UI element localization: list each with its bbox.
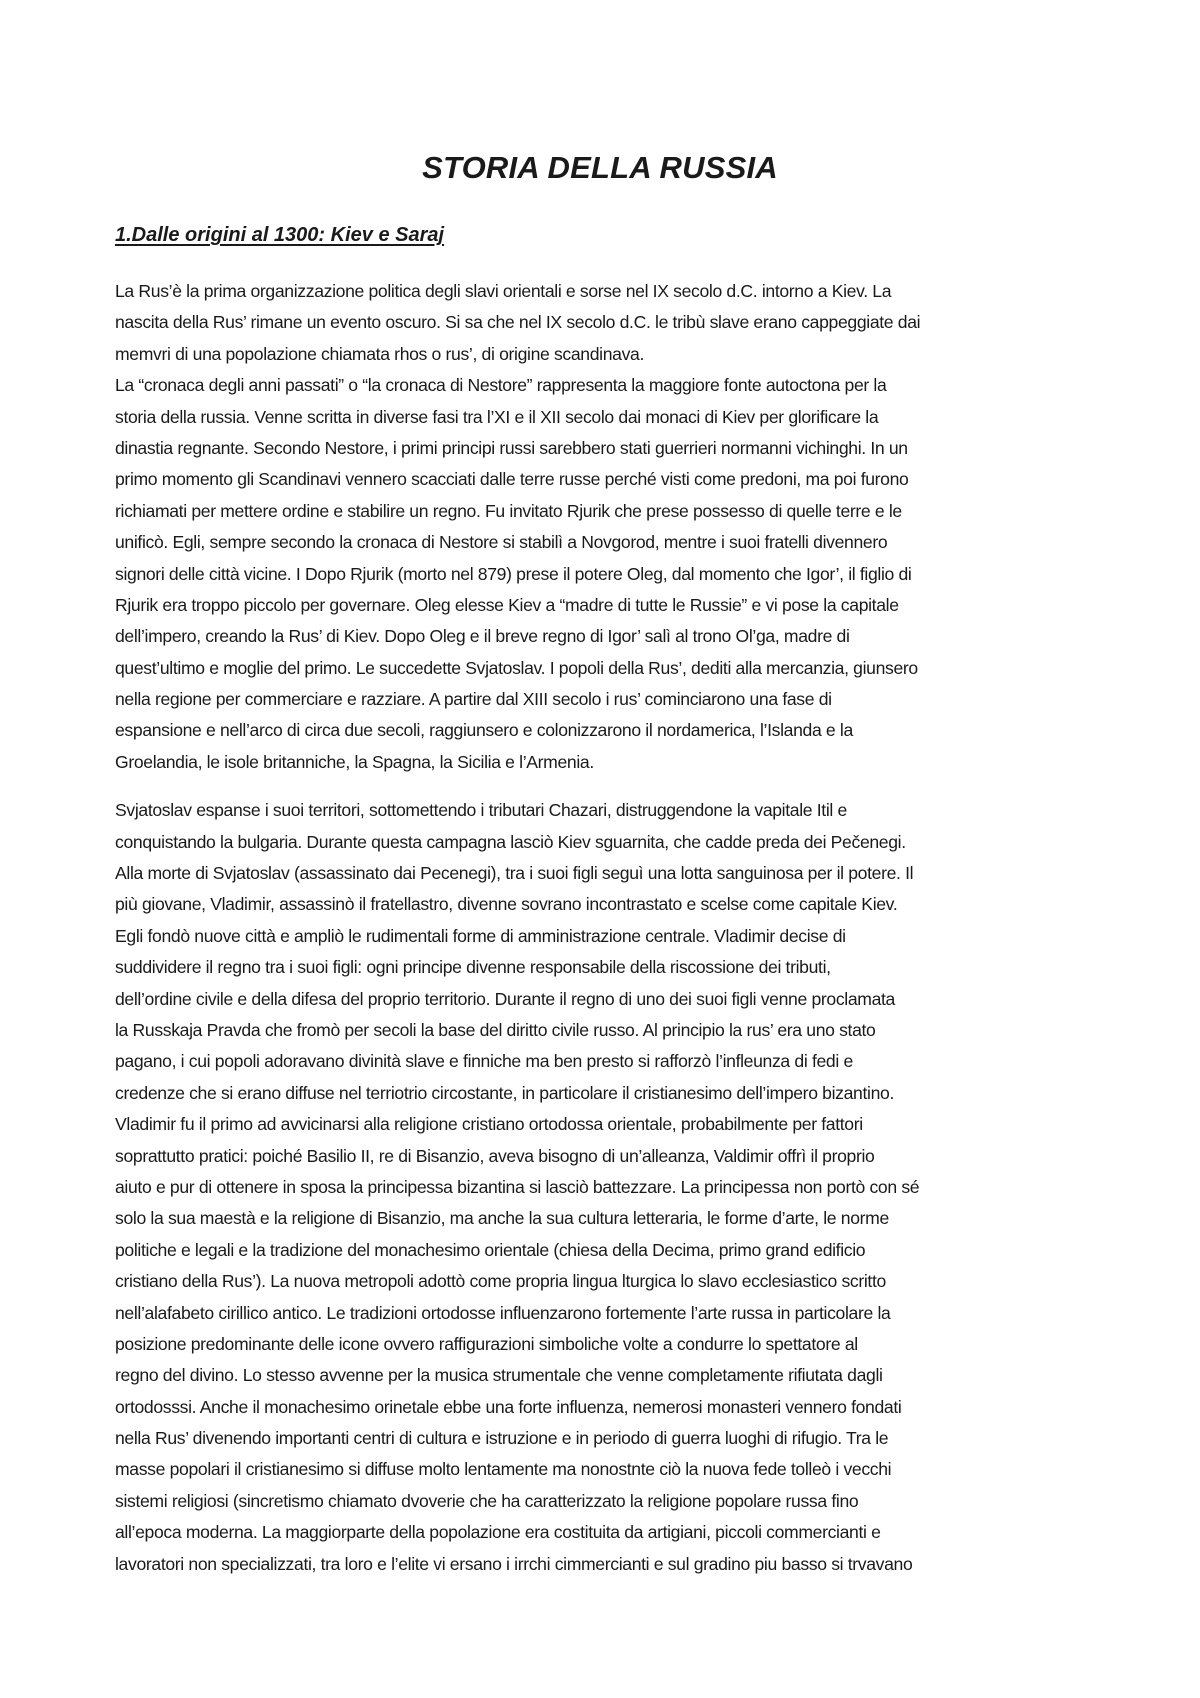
text-line: memvri di una popolazione chiamata rhos o rus’, di origine scandinava.	[115, 343, 645, 364]
text-line: regno del divino. Lo stesso avvenne per la musica strumentale che venne completamente rifiutata dagli	[115, 1365, 883, 1386]
text-line: quest’ultimo e moglie del primo. Le succedette Svjatoslav. I popoli della Rus’, dediti alla mercanzia, giunsero	[115, 657, 918, 678]
text-line: unificò. Egli, sempre secondo la cronaca di Nestore si stabilì a Novgorod, mentre i suoi fratelli divennero	[115, 532, 888, 553]
document-title: STORIA DELLA RUSSIA	[422, 150, 778, 185]
text-line: Vladimir fu il primo ad avvicinarsi alla religione cristiano ortodossa orientale, probabilmente per fattori	[115, 1114, 863, 1135]
text-line: Egli fondò nuove città e ampliò le rudimentali forme di amministrazione centrale. Vladimir decise di	[115, 925, 846, 946]
section-heading: 1.Dalle origini al 1300: Kiev e Saraj	[115, 224, 445, 246]
text-line: espansione e nell’arco di circa due secoli, raggiunsero e colonizzarono il nordamerica, l’Islanda e la	[115, 720, 853, 741]
text-line: Svjatoslav espanse i suoi territori, sottomettendo i tributari Chazari, distruggendone la vapitale Itil e	[115, 800, 847, 821]
paragraph	[115, 276, 1100, 778]
text-line: credenze che si erano diffuse nel terriotrio circostante, in particolare il cristianesimo dell’impero bizantino.	[115, 1082, 894, 1103]
text-line: conquistando la bulgaria. Durante questa campagna lasciò Kiev sguarnita, che cadde preda dei Pečenegi.	[115, 831, 906, 852]
text-line: dell’ordine civile e della difesa del proprio territorio. Durante il regno di uno dei suoi figli venne proclamata	[115, 988, 895, 1009]
text-line: soprattutto pratici: poiché Basilio II, re di Bisanzio, aveva bisogno di un’alleanza, Valdimir offrì il proprio	[115, 1145, 875, 1166]
text-line: La Rus’è la prima organizzazione politica degli slavi orientali e sorse nel IX secolo d.C. intorno a Kiev. La	[115, 281, 892, 301]
text-line: La “cronaca degli anni passati” o “la cronaca di Nestore” rappresenta la maggiore fonte autoctona per la	[115, 375, 887, 396]
text-line: all’epoca moderna. La maggiorparte della popolazione era costituita da artigiani, piccoli commercianti e	[115, 1522, 881, 1543]
text-line: richiamati per mettere ordine e stabilire un regno. Fu invitato Rjurik che prese possesso di quelle terre e le	[115, 500, 902, 521]
document-body	[115, 276, 1100, 1580]
text-line: dell’impero, creando la Rus’ di Kiev. Dopo Oleg e il breve regno di Igor’ salì al trono Ol’ga, madre di	[115, 626, 850, 647]
text-line: politiche e legali e la tradizione del monachesimo orientale (chiesa della Decima, primo grand edificio	[115, 1239, 866, 1260]
text-line: ortodosssi. Anche il monachesimo orinetale ebbe una forte influenza, nemerosi monasteri vennero fondati	[115, 1396, 902, 1417]
text-line: nascita della Rus’ rimane un evento oscuro. Si sa che nel IX secolo d.C. le tribù slave erano cappeggiate dai	[115, 312, 921, 333]
text-line: Rjurik era troppo piccolo per governare. Oleg elesse Kiev a “madre di tutte le Russie” e vi pose la capitale	[115, 594, 899, 615]
text-line: la Russkaja Pravda che fromò per secoli la base del diritto civile russo. Al principio la rus’ era uno stato	[115, 1019, 876, 1040]
paragraph	[115, 795, 1100, 1580]
text-line: dinastia regnante. Secondo Nestore, i primi principi russi sarebbero stati guerrieri normanni vichinghi. In un	[115, 437, 908, 458]
text-line: primo momento gli Scandinavi vennero scacciati dalle terre russe perché visti come predoni, ma poi furono	[115, 469, 909, 490]
text-line: più giovane, Vladimir, assassinò il fratellastro, divenne sovrano incontrastato e scelse come capitale Kiev.	[115, 894, 898, 915]
text-line: suddividere il regno tra i suoi figli: ogni principe divenne responsabile della riscossione dei tributi,	[115, 957, 831, 978]
text-line: lavoratori non specializzati, tra loro e l’elite vi ersano i irrchi cimmercianti e sul gradino piu basso si trvavano	[115, 1553, 913, 1574]
text-line: nella Rus’ divenendo importanti centri di cultura e istruzione e in periodo di guerra luoghi di rifugio. Tra le	[115, 1428, 889, 1449]
text-line: sistemi religiosi (sincretismo chiamato dvoverie che ha caratterizzato la religione popolare russa fino	[115, 1490, 859, 1511]
text-line: masse popolari il cristianesimo si diffuse molto lentamente ma nonostnte ciò la nuova fede tolleò i vecchi	[115, 1459, 892, 1480]
text-line: nell’alafabeto cirillico antico. Le tradizioni ortodosse influenzarono fortemente l’arte russa in particolare la	[115, 1302, 891, 1323]
text-line: aiuto e pur di ottenere in sposa la principessa bizantina si lasciò battezzare. La principessa non portò con sé	[115, 1176, 920, 1197]
text-line: posizione predominante delle icone ovvero raffigurazioni simboliche volte a condurre lo spettatore al	[115, 1333, 858, 1354]
text-line: nella regione per commerciare e razziare. A partire dal XIII secolo i rus’ cominciarono una fase di	[115, 689, 832, 710]
paragraph-gap	[115, 778, 1100, 795]
text-line: storia della russia. Venne scritta in diverse fasi tra l’XI e il XII secolo dai monaci di Kiev per glorificare la	[115, 406, 879, 427]
text-line: solo la sua maestà e la religione di Bisanzio, ma anche la sua cultura letteraria, le forme d’arte, le norme	[115, 1208, 889, 1229]
text-line: Groelandia, le isole britanniche, la Spagna, la Sicilia e l’Armenia.	[115, 751, 594, 772]
text-line: pagano, i cui popoli adoravano divinità slave e finniche ma ben presto si rafforzò l’infleunza di fedi e	[115, 1051, 853, 1072]
text-line: cristiano della Rus’). La nuova metropoli adottò come propria lingua lturgica lo slavo ecclesiastico scritto	[115, 1271, 886, 1292]
text-line: signori delle città vicine. I Dopo Rjurik (morto nel 879) prese il potere Oleg, dal momento che Igor’, il figlio di	[115, 563, 912, 584]
text-line: Alla morte di Svjatoslav (assassinato dai Pecenegi), tra i suoi figli seguì una lotta sanguinosa per il potere. Il	[115, 863, 914, 884]
